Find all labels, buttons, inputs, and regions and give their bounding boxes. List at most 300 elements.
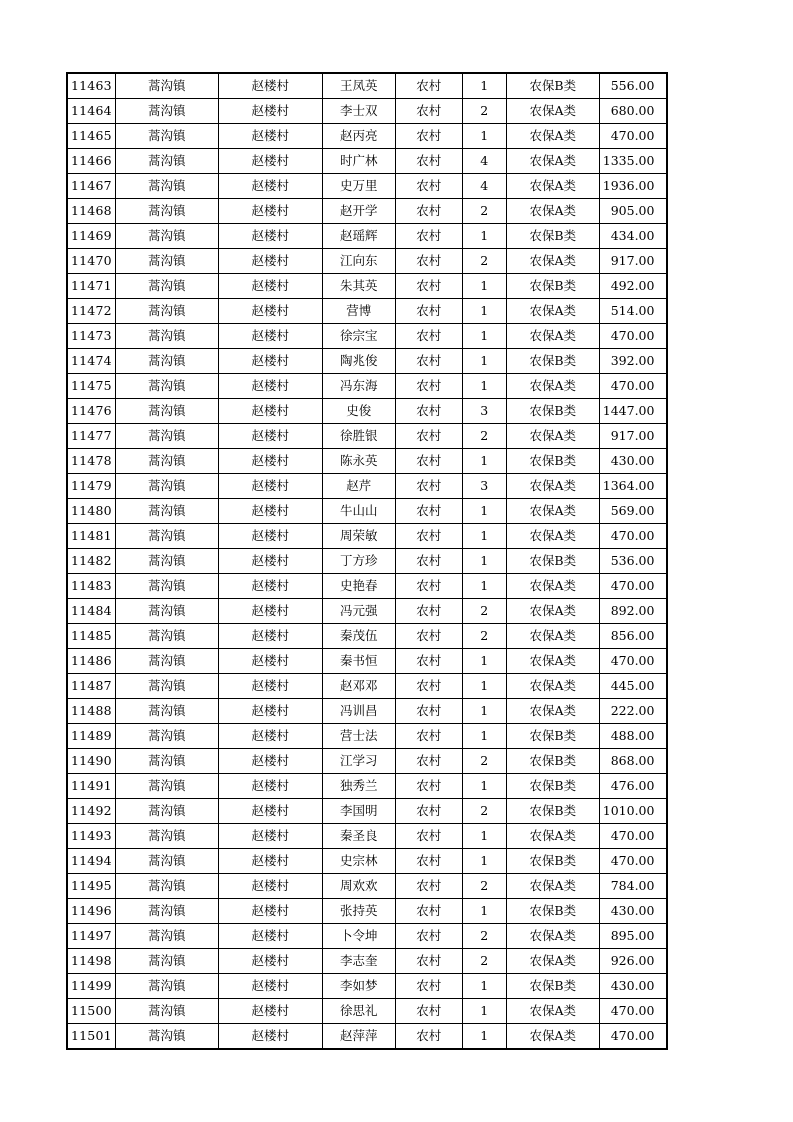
insurance-category-cell: 农保B类 [506,774,599,799]
amount-cell: 470.00 [599,374,667,399]
village-cell: 赵楼村 [218,424,322,449]
amount-cell: 856.00 [599,624,667,649]
insurance-category-cell: 农保B类 [506,224,599,249]
table-row [67,799,667,824]
amount-cell: 1364.00 [599,474,667,499]
member-count-cell: 2 [462,624,506,649]
name-cell: 徐胜银 [322,424,395,449]
member-count-cell: 1 [462,524,506,549]
amount-cell: 569.00 [599,499,667,524]
household-type-cell: 农村 [395,699,462,724]
name-cell: 李国明 [322,799,395,824]
insurance-category-cell: 农保A类 [506,499,599,524]
row-id-cell: 11463 [67,73,115,99]
household-type-cell: 农村 [395,449,462,474]
town-cell: 蒿沟镇 [115,749,218,774]
amount-cell: 430.00 [599,449,667,474]
household-type-cell: 农村 [395,749,462,774]
village-cell: 赵楼村 [218,349,322,374]
household-type-cell: 农村 [395,424,462,449]
name-cell: 秦书恒 [322,649,395,674]
insurance-category-cell: 农保A类 [506,149,599,174]
table-row [67,149,667,174]
row-id-cell: 11476 [67,399,115,424]
name-cell: 王凤英 [322,73,395,99]
village-cell: 赵楼村 [218,149,322,174]
name-cell: 冯东海 [322,374,395,399]
insurance-category-cell: 农保A类 [506,124,599,149]
row-id-cell: 11479 [67,474,115,499]
row-id-cell: 11466 [67,149,115,174]
town-cell: 蒿沟镇 [115,999,218,1024]
village-cell: 赵楼村 [218,449,322,474]
town-cell: 蒿沟镇 [115,499,218,524]
village-cell: 赵楼村 [218,399,322,424]
household-type-cell: 农村 [395,574,462,599]
name-cell: 营博 [322,299,395,324]
member-count-cell: 2 [462,599,506,624]
name-cell: 赵开学 [322,199,395,224]
member-count-cell: 1 [462,674,506,699]
name-cell: 史万里 [322,174,395,199]
table-row [67,274,667,299]
insurance-category-cell: 农保B类 [506,449,599,474]
row-id-cell: 11499 [67,974,115,999]
village-cell: 赵楼村 [218,649,322,674]
town-cell: 蒿沟镇 [115,849,218,874]
village-cell: 赵楼村 [218,299,322,324]
member-count-cell: 1 [462,449,506,474]
household-type-cell: 农村 [395,774,462,799]
table-row [67,174,667,199]
town-cell: 蒿沟镇 [115,149,218,174]
member-count-cell: 1 [462,73,506,99]
town-cell: 蒿沟镇 [115,324,218,349]
table-row [67,449,667,474]
insurance-category-cell: 农保A类 [506,524,599,549]
table-row [67,399,667,424]
insurance-category-cell: 农保B类 [506,749,599,774]
insurance-category-cell: 农保B类 [506,73,599,99]
household-type-cell: 农村 [395,374,462,399]
household-type-cell: 农村 [395,1024,462,1050]
insurance-category-cell: 农保A类 [506,824,599,849]
town-cell: 蒿沟镇 [115,73,218,99]
member-count-cell: 1 [462,724,506,749]
row-id-cell: 11464 [67,99,115,124]
village-cell: 赵楼村 [218,174,322,199]
row-id-cell: 11501 [67,1024,115,1050]
table-row [67,124,667,149]
name-cell: 李士双 [322,99,395,124]
member-count-cell: 1 [462,849,506,874]
village-cell: 赵楼村 [218,499,322,524]
town-cell: 蒿沟镇 [115,549,218,574]
amount-cell: 895.00 [599,924,667,949]
row-id-cell: 11470 [67,249,115,274]
name-cell: 丁方珍 [322,549,395,574]
town-cell: 蒿沟镇 [115,674,218,699]
village-cell: 赵楼村 [218,1024,322,1050]
table-row [67,424,667,449]
table-row [67,674,667,699]
name-cell: 江学习 [322,749,395,774]
name-cell: 赵邓邓 [322,674,395,699]
village-cell: 赵楼村 [218,874,322,899]
member-count-cell: 2 [462,424,506,449]
table-row [67,874,667,899]
insurance-category-cell: 农保A类 [506,424,599,449]
village-cell: 赵楼村 [218,999,322,1024]
name-cell: 张持英 [322,899,395,924]
row-id-cell: 11468 [67,199,115,224]
amount-cell: 476.00 [599,774,667,799]
household-type-cell: 农村 [395,624,462,649]
village-cell: 赵楼村 [218,724,322,749]
insurance-category-cell: 农保A类 [506,374,599,399]
table-row [67,474,667,499]
row-id-cell: 11477 [67,424,115,449]
table-row [67,349,667,374]
household-type-cell: 农村 [395,349,462,374]
village-cell: 赵楼村 [218,599,322,624]
insurance-category-cell: 农保A类 [506,599,599,624]
name-cell: 独秀兰 [322,774,395,799]
insurance-category-cell: 农保A类 [506,249,599,274]
household-type-cell: 农村 [395,499,462,524]
row-id-cell: 11496 [67,899,115,924]
household-type-cell: 农村 [395,524,462,549]
amount-cell: 492.00 [599,274,667,299]
row-id-cell: 11475 [67,374,115,399]
amount-cell: 868.00 [599,749,667,774]
insurance-category-cell: 农保B类 [506,974,599,999]
household-type-cell: 农村 [395,149,462,174]
table-row [67,1024,667,1050]
town-cell: 蒿沟镇 [115,774,218,799]
amount-cell: 470.00 [599,849,667,874]
name-cell: 陶兆俊 [322,349,395,374]
row-id-cell: 11486 [67,649,115,674]
amount-cell: 430.00 [599,974,667,999]
member-count-cell: 1 [462,824,506,849]
amount-cell: 1335.00 [599,149,667,174]
household-type-cell: 农村 [395,474,462,499]
amount-cell: 470.00 [599,999,667,1024]
household-type-cell: 农村 [395,949,462,974]
village-cell: 赵楼村 [218,374,322,399]
row-id-cell: 11483 [67,574,115,599]
town-cell: 蒿沟镇 [115,474,218,499]
insurance-category-cell: 农保A类 [506,999,599,1024]
table-row [67,999,667,1024]
insurance-category-cell: 农保A类 [506,649,599,674]
town-cell: 蒿沟镇 [115,274,218,299]
insurance-category-cell: 农保B类 [506,849,599,874]
town-cell: 蒿沟镇 [115,99,218,124]
row-id-cell: 11469 [67,224,115,249]
village-cell: 赵楼村 [218,899,322,924]
town-cell: 蒿沟镇 [115,824,218,849]
town-cell: 蒿沟镇 [115,224,218,249]
row-id-cell: 11493 [67,824,115,849]
village-cell: 赵楼村 [218,249,322,274]
name-cell: 周欢欢 [322,874,395,899]
row-id-cell: 11487 [67,674,115,699]
member-count-cell: 3 [462,399,506,424]
row-id-cell: 11478 [67,449,115,474]
row-id-cell: 11495 [67,874,115,899]
amount-cell: 917.00 [599,249,667,274]
household-type-cell: 农村 [395,649,462,674]
amount-cell: 1447.00 [599,399,667,424]
table-row [67,749,667,774]
town-cell: 蒿沟镇 [115,199,218,224]
amount-cell: 892.00 [599,599,667,624]
table-row [67,624,667,649]
town-cell: 蒿沟镇 [115,924,218,949]
household-type-cell: 农村 [395,124,462,149]
town-cell: 蒿沟镇 [115,724,218,749]
member-count-cell: 1 [462,574,506,599]
household-type-cell: 农村 [395,799,462,824]
household-type-cell: 农村 [395,299,462,324]
row-id-cell: 11497 [67,924,115,949]
town-cell: 蒿沟镇 [115,374,218,399]
row-id-cell: 11481 [67,524,115,549]
insurance-category-cell: 农保A类 [506,199,599,224]
insurance-category-cell: 农保A类 [506,674,599,699]
row-id-cell: 11491 [67,774,115,799]
table-row [67,774,667,799]
row-id-cell: 11474 [67,349,115,374]
name-cell: 赵瑶辉 [322,224,395,249]
member-count-cell: 1 [462,974,506,999]
amount-cell: 445.00 [599,674,667,699]
name-cell: 卜令坤 [322,924,395,949]
table-row [67,649,667,674]
insurance-category-cell: 农保B类 [506,349,599,374]
row-id-cell: 11471 [67,274,115,299]
table-row [67,324,667,349]
row-id-cell: 11484 [67,599,115,624]
village-cell: 赵楼村 [218,824,322,849]
name-cell: 赵萍萍 [322,1024,395,1050]
amount-cell: 470.00 [599,324,667,349]
table-row [67,974,667,999]
household-type-cell: 农村 [395,324,462,349]
member-count-cell: 1 [462,649,506,674]
member-count-cell: 1 [462,124,506,149]
village-cell: 赵楼村 [218,99,322,124]
member-count-cell: 1 [462,374,506,399]
row-id-cell: 11498 [67,949,115,974]
household-type-cell: 农村 [395,599,462,624]
insurance-category-cell: 农保A类 [506,99,599,124]
amount-cell: 536.00 [599,549,667,574]
household-type-cell: 农村 [395,999,462,1024]
insurance-category-cell: 农保A类 [506,949,599,974]
household-type-cell: 农村 [395,674,462,699]
household-type-cell: 农村 [395,874,462,899]
insurance-category-cell: 农保B类 [506,274,599,299]
table-row [67,849,667,874]
name-cell: 陈永英 [322,449,395,474]
name-cell: 史俊 [322,399,395,424]
household-type-cell: 农村 [395,399,462,424]
member-count-cell: 2 [462,799,506,824]
town-cell: 蒿沟镇 [115,399,218,424]
village-cell: 赵楼村 [218,924,322,949]
insurance-category-cell: 农保A类 [506,874,599,899]
town-cell: 蒿沟镇 [115,649,218,674]
data-table [66,72,668,1050]
village-cell: 赵楼村 [218,274,322,299]
table-row [67,899,667,924]
name-cell: 徐思礼 [322,999,395,1024]
amount-cell: 470.00 [599,824,667,849]
name-cell: 秦圣良 [322,824,395,849]
insurance-category-cell: 农保A类 [506,1024,599,1050]
town-cell: 蒿沟镇 [115,1024,218,1050]
member-count-cell: 1 [462,899,506,924]
village-cell: 赵楼村 [218,699,322,724]
member-count-cell: 1 [462,699,506,724]
name-cell: 史宗林 [322,849,395,874]
member-count-cell: 1 [462,1024,506,1050]
insurance-category-cell: 农保A类 [506,474,599,499]
member-count-cell: 2 [462,949,506,974]
row-id-cell: 11467 [67,174,115,199]
village-cell: 赵楼村 [218,524,322,549]
member-count-cell: 4 [462,149,506,174]
table-row [67,699,667,724]
town-cell: 蒿沟镇 [115,874,218,899]
row-id-cell: 11490 [67,749,115,774]
village-cell: 赵楼村 [218,324,322,349]
amount-cell: 917.00 [599,424,667,449]
amount-cell: 905.00 [599,199,667,224]
member-count-cell: 1 [462,224,506,249]
village-cell: 赵楼村 [218,574,322,599]
town-cell: 蒿沟镇 [115,974,218,999]
town-cell: 蒿沟镇 [115,524,218,549]
town-cell: 蒿沟镇 [115,624,218,649]
insurance-category-cell: 农保B类 [506,799,599,824]
amount-cell: 392.00 [599,349,667,374]
insurance-category-cell: 农保A类 [506,174,599,199]
name-cell: 史艳春 [322,574,395,599]
table-row [67,949,667,974]
amount-cell: 556.00 [599,73,667,99]
amount-cell: 926.00 [599,949,667,974]
insurance-category-cell: 农保A类 [506,924,599,949]
household-type-cell: 农村 [395,224,462,249]
household-type-cell: 农村 [395,99,462,124]
town-cell: 蒿沟镇 [115,249,218,274]
household-type-cell: 农村 [395,974,462,999]
name-cell: 冯训昌 [322,699,395,724]
village-cell: 赵楼村 [218,224,322,249]
village-cell: 赵楼村 [218,849,322,874]
member-count-cell: 1 [462,324,506,349]
household-type-cell: 农村 [395,249,462,274]
amount-cell: 470.00 [599,574,667,599]
town-cell: 蒿沟镇 [115,949,218,974]
name-cell: 周荣敏 [322,524,395,549]
amount-cell: 434.00 [599,224,667,249]
amount-cell: 470.00 [599,1024,667,1050]
household-type-cell: 农村 [395,924,462,949]
row-id-cell: 11489 [67,724,115,749]
table-row [67,73,667,99]
household-type-cell: 农村 [395,199,462,224]
table-row [67,299,667,324]
member-count-cell: 4 [462,174,506,199]
amount-cell: 470.00 [599,649,667,674]
member-count-cell: 2 [462,99,506,124]
member-count-cell: 1 [462,349,506,374]
town-cell: 蒿沟镇 [115,799,218,824]
name-cell: 李志奎 [322,949,395,974]
member-count-cell: 2 [462,874,506,899]
insurance-category-cell: 农保B类 [506,899,599,924]
member-count-cell: 1 [462,499,506,524]
name-cell: 李如梦 [322,974,395,999]
table-row [67,724,667,749]
name-cell: 赵芹 [322,474,395,499]
name-cell: 秦茂伍 [322,624,395,649]
village-cell: 赵楼村 [218,974,322,999]
village-cell: 赵楼村 [218,949,322,974]
row-id-cell: 11473 [67,324,115,349]
town-cell: 蒿沟镇 [115,174,218,199]
household-type-cell: 农村 [395,174,462,199]
name-cell: 营士法 [322,724,395,749]
insurance-category-cell: 农保A类 [506,624,599,649]
household-type-cell: 农村 [395,849,462,874]
row-id-cell: 11472 [67,299,115,324]
village-cell: 赵楼村 [218,474,322,499]
name-cell: 江向东 [322,249,395,274]
town-cell: 蒿沟镇 [115,574,218,599]
member-count-cell: 1 [462,999,506,1024]
table-row [67,599,667,624]
insurance-category-cell: 农保B类 [506,724,599,749]
amount-cell: 222.00 [599,699,667,724]
name-cell: 朱其英 [322,274,395,299]
table-row [67,249,667,274]
village-cell: 赵楼村 [218,73,322,99]
name-cell: 时广林 [322,149,395,174]
row-id-cell: 11465 [67,124,115,149]
member-count-cell: 1 [462,299,506,324]
town-cell: 蒿沟镇 [115,349,218,374]
amount-cell: 784.00 [599,874,667,899]
name-cell: 徐宗宝 [322,324,395,349]
village-cell: 赵楼村 [218,549,322,574]
village-cell: 赵楼村 [218,674,322,699]
table-row [67,524,667,549]
table-row [67,924,667,949]
household-type-cell: 农村 [395,824,462,849]
amount-cell: 488.00 [599,724,667,749]
row-id-cell: 11494 [67,849,115,874]
amount-cell: 514.00 [599,299,667,324]
table-row [67,499,667,524]
name-cell: 牛山山 [322,499,395,524]
member-count-cell: 1 [462,274,506,299]
